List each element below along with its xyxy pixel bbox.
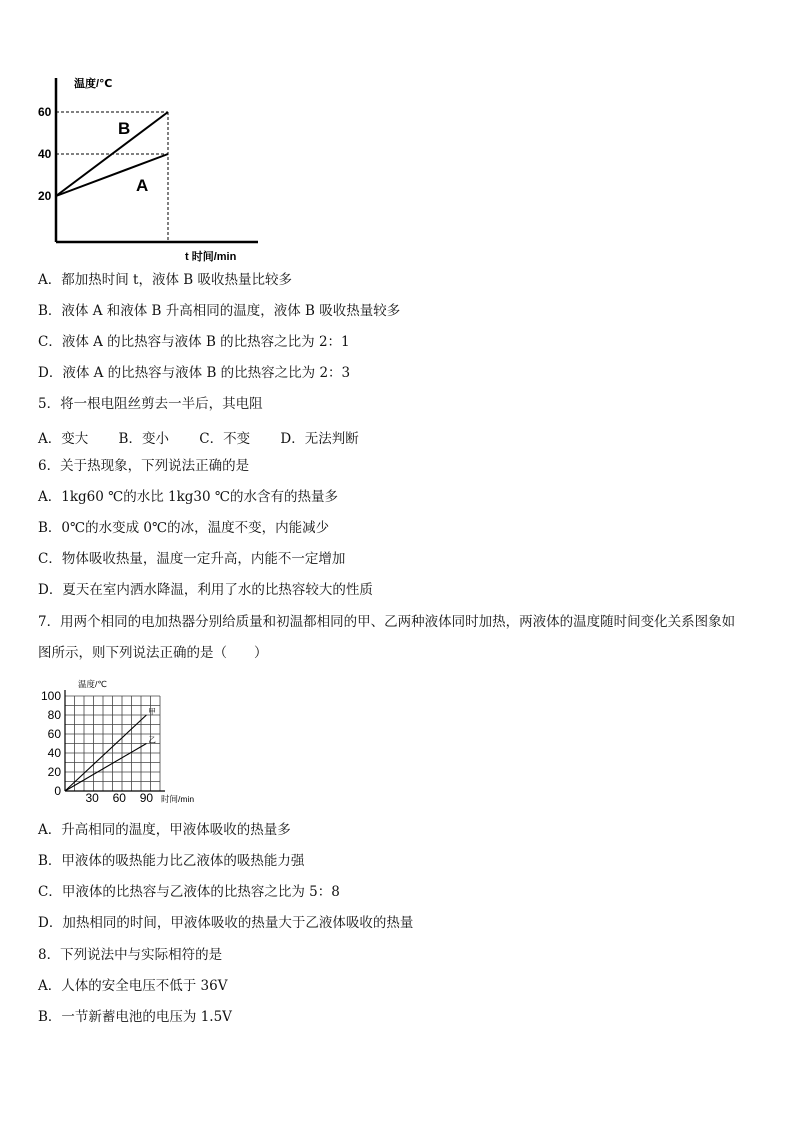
x-tick-label: 60 bbox=[112, 791, 126, 805]
q8-option-b: B．一节新蓄电池的电压为 1.5V bbox=[38, 1009, 232, 1025]
y-tick-label: 20 bbox=[38, 189, 52, 203]
q7-option-a: A．升高相同的温度，甲液体吸收的热量多 bbox=[38, 822, 291, 838]
temperature-time-chart-ab bbox=[30, 70, 270, 265]
q6-option-c: C．物体吸收热量，温度一定升高，内能不一定增加 bbox=[38, 551, 346, 567]
q7-stem-line-1: 7．用两个相同的电加热器分别给质量和初温都相同的甲、乙两种液体同时加热，两液体的温度随时间变化关系图象如 bbox=[38, 614, 736, 630]
q4-option-d: D．液体 A 的比热容与液体 B 的比热容之比为 2：3 bbox=[38, 365, 351, 381]
y-axis-label: 温度/℃ bbox=[74, 78, 113, 90]
q7-option-b: B．甲液体的吸热能力比乙液体的吸热能力强 bbox=[38, 853, 305, 869]
series-line-a bbox=[56, 154, 168, 196]
q8-stem: 8．下列说法中与实际相符的是 bbox=[38, 947, 223, 963]
q5-option-a: A．变大 bbox=[38, 431, 89, 447]
q4-option-c: C．液体 A 的比热容与液体 B 的比热容之比为 2：1 bbox=[38, 334, 350, 350]
q4-option-b: B．液体 A 和液体 B 升高相同的温度，液体 B 吸收热量较多 bbox=[38, 303, 401, 319]
y-tick-label: 80 bbox=[47, 708, 61, 722]
q7-option-c: C．甲液体的比热容与乙液体的比热容之比为 5：8 bbox=[38, 884, 340, 900]
q5-options bbox=[38, 427, 385, 447]
q6-stem: 6．关于热现象，下列说法正确的是 bbox=[38, 458, 250, 474]
q6-option-a: A．1kg60 ℃的水比 1kg30 ℃的水含有的热量多 bbox=[38, 489, 339, 505]
q8-option-a: A．人体的安全电压不低于 36V bbox=[38, 978, 228, 994]
q5-option-b: B．变小 bbox=[118, 431, 169, 447]
series-label-jia: 甲 bbox=[148, 707, 156, 716]
x-axis-label: 时间/min bbox=[161, 794, 195, 804]
q7-stem-line-2: 图所示，则下列说法正确的是（ ） bbox=[38, 645, 268, 661]
y-tick-label: 40 bbox=[38, 147, 52, 161]
series-label-a: A bbox=[136, 176, 149, 195]
q5-option-c: C．不变 bbox=[199, 431, 251, 447]
y-tick-label: 60 bbox=[47, 727, 61, 741]
series-line-yi bbox=[65, 744, 146, 792]
series-label-yi: 乙 bbox=[148, 735, 156, 745]
q5-stem: 5．将一根电阻丝剪去一半后，其电阻 bbox=[38, 396, 263, 412]
series-label-b: B bbox=[118, 119, 131, 138]
x-axis-label: t 时间/min bbox=[185, 251, 237, 263]
q6-option-b: B．0℃的水变成 0℃的冰，温度不变，内能减少 bbox=[38, 520, 330, 536]
x-tick-label: 90 bbox=[139, 791, 154, 805]
y-tick-label: 20 bbox=[47, 765, 61, 779]
y-tick-label: 0 bbox=[54, 784, 61, 798]
q4-option-a: A．都加热时间 t，液体 B 吸收热量比较多 bbox=[38, 272, 292, 288]
temperature-time-chart-jia-yi bbox=[30, 676, 220, 808]
x-tick-label: 30 bbox=[85, 791, 99, 805]
y-axis-label: 温度/℃ bbox=[78, 679, 107, 689]
y-tick-label: 100 bbox=[40, 689, 61, 703]
y-tick-label: 60 bbox=[38, 105, 52, 119]
y-tick-label: 40 bbox=[47, 746, 61, 760]
q5-option-d: D．无法判断 bbox=[280, 431, 359, 447]
q6-option-d: D．夏天在室内洒水降温，利用了水的比热容较大的性质 bbox=[38, 582, 373, 598]
q7-option-d: D．加热相同的时间，甲液体吸收的热量大于乙液体吸收的热量 bbox=[38, 915, 414, 931]
